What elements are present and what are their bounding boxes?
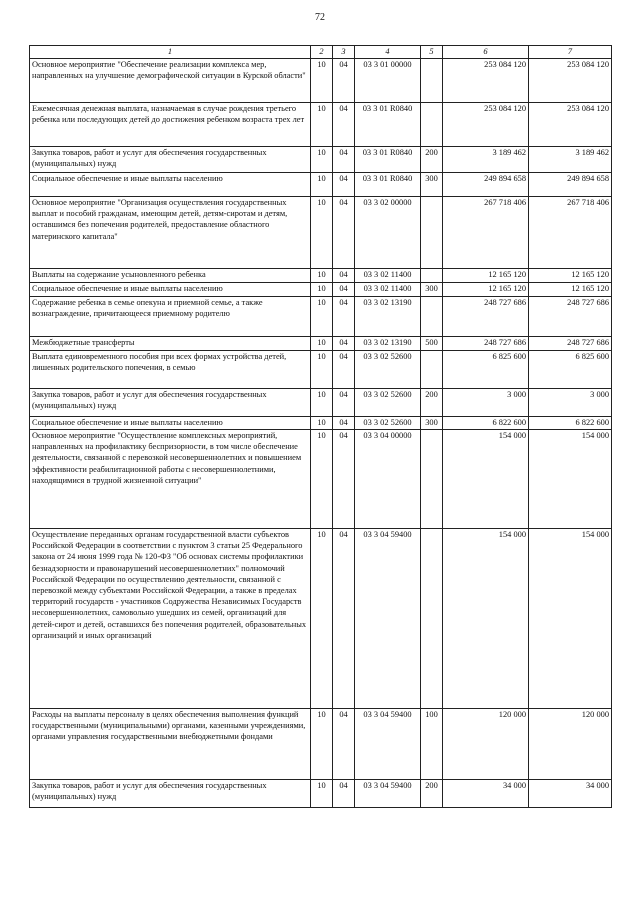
expense-type-cell: 200 xyxy=(421,780,443,808)
expense-type-cell xyxy=(421,103,443,147)
row-name-cell: Расходы на выплаты персоналу в целях обеспечения выполнения функций государственными (муниципальными) органами, казенными учреждениями, органами управления государственными внебюджетными фондами xyxy=(30,709,311,780)
target-article-cell: 03 3 02 52600 xyxy=(355,351,421,389)
row-name-cell: Содержание ребенка в семье опекуна и приемной семье, а также вознаграждение, причитающееся приемному родителю xyxy=(30,297,311,337)
amount-year2-cell: 253 084 120 xyxy=(529,103,612,147)
subsection-code-cell: 04 xyxy=(333,103,355,147)
table-row xyxy=(30,297,612,337)
amount-year2-cell: 34 000 xyxy=(529,780,612,808)
section-code-cell: 10 xyxy=(311,147,333,173)
section-code-cell: 10 xyxy=(311,283,333,297)
expense-type-cell xyxy=(421,351,443,389)
target-article-cell: 03 3 04 59400 xyxy=(355,709,421,780)
amount-year2-cell: 249 894 658 xyxy=(529,173,612,197)
expense-type-cell: 300 xyxy=(421,283,443,297)
amount-year1-cell: 12 165 120 xyxy=(443,269,529,283)
section-code-cell: 10 xyxy=(311,173,333,197)
amount-year1-cell: 12 165 120 xyxy=(443,283,529,297)
target-article-cell: 03 3 04 59400 xyxy=(355,780,421,808)
column-number-header: 3 xyxy=(333,46,355,59)
table-row xyxy=(30,709,612,780)
amount-year1-cell: 6 822 600 xyxy=(443,417,529,430)
amount-year2-cell: 3 189 462 xyxy=(529,147,612,173)
subsection-code-cell: 04 xyxy=(333,147,355,173)
target-article-cell: 03 3 04 59400 xyxy=(355,529,421,709)
row-name-cell: Осуществление переданных органам государственной власти субъектов Российской Федерации в соответствии с пунктом 3 статьи 25 Федерального закона от 24 июня 1999 года № 120-ФЗ "Об основах системы профилактики безнадзорности и правонарушений несовершеннолетних" полномочий Российской Федерации по осуществлению деятельности, связанной с перевозкой между субъектами Российской Федерации, а также в пределах территорий государств - участников Содружества Независимых Государств несовершеннолетних, самовольно ушедших из семей, организаций для детей-сирот и детей, оставшихся без попечения родителей, образовательных организаций и иных организаций xyxy=(30,529,311,709)
subsection-code-cell: 04 xyxy=(333,529,355,709)
row-name-cell: Межбюджетные трансферты xyxy=(30,337,311,351)
column-number-header: 7 xyxy=(529,46,612,59)
amount-year1-cell: 34 000 xyxy=(443,780,529,808)
table-row xyxy=(30,59,612,103)
subsection-code-cell: 04 xyxy=(333,173,355,197)
target-article-cell: 03 3 02 00000 xyxy=(355,197,421,269)
budget-table xyxy=(29,45,612,808)
expense-type-cell: 300 xyxy=(421,417,443,430)
amount-year1-cell: 253 084 120 xyxy=(443,59,529,103)
amount-year1-cell: 6 825 600 xyxy=(443,351,529,389)
target-article-cell: 03 3 01 R0840 xyxy=(355,173,421,197)
subsection-code-cell: 04 xyxy=(333,59,355,103)
amount-year1-cell: 3 000 xyxy=(443,389,529,417)
table-row xyxy=(30,780,612,808)
section-code-cell: 10 xyxy=(311,59,333,103)
amount-year2-cell: 12 165 120 xyxy=(529,269,612,283)
subsection-code-cell: 04 xyxy=(333,709,355,780)
row-name-cell: Ежемесячная денежная выплата, назначаемая в случае рождения третьего ребенка или последующих детей до достижения ребенком возраста трех лет xyxy=(30,103,311,147)
amount-year1-cell: 248 727 686 xyxy=(443,297,529,337)
target-article-cell: 03 3 01 R0840 xyxy=(355,147,421,173)
page-number: 72 xyxy=(315,12,325,23)
table-row xyxy=(30,283,612,297)
row-name-cell: Закупка товаров, работ и услуг для обеспечения государственных (муниципальных) нужд xyxy=(30,147,311,173)
section-code-cell: 10 xyxy=(311,351,333,389)
row-name-cell: Закупка товаров, работ и услуг для обеспечения государственных (муниципальных) нужд xyxy=(30,389,311,417)
table-row xyxy=(30,197,612,269)
target-article-cell: 03 3 02 13190 xyxy=(355,337,421,351)
expense-type-cell xyxy=(421,297,443,337)
target-article-cell: 03 3 02 11400 xyxy=(355,269,421,283)
amount-year1-cell: 253 084 120 xyxy=(443,103,529,147)
section-code-cell: 10 xyxy=(311,297,333,337)
amount-year1-cell: 154 000 xyxy=(443,430,529,529)
table-row xyxy=(30,389,612,417)
target-article-cell: 03 3 02 11400 xyxy=(355,283,421,297)
amount-year2-cell: 253 084 120 xyxy=(529,59,612,103)
table-row xyxy=(30,337,612,351)
section-code-cell: 10 xyxy=(311,389,333,417)
amount-year1-cell: 3 189 462 xyxy=(443,147,529,173)
column-number-header: 5 xyxy=(421,46,443,59)
subsection-code-cell: 04 xyxy=(333,780,355,808)
amount-year2-cell: 6 825 600 xyxy=(529,351,612,389)
amount-year2-cell: 267 718 406 xyxy=(529,197,612,269)
column-number-header: 2 xyxy=(311,46,333,59)
expense-type-cell: 200 xyxy=(421,389,443,417)
expense-type-cell: 500 xyxy=(421,337,443,351)
amount-year2-cell: 6 822 600 xyxy=(529,417,612,430)
amount-year1-cell: 154 000 xyxy=(443,529,529,709)
subsection-code-cell: 04 xyxy=(333,269,355,283)
amount-year2-cell: 248 727 686 xyxy=(529,297,612,337)
amount-year1-cell: 120 000 xyxy=(443,709,529,780)
table-row xyxy=(30,529,612,709)
table-row xyxy=(30,430,612,529)
row-name-cell: Основное мероприятие "Организация осуществления государственных выплат и пособий гражданам, имеющим детей, детям-сиротам и детям, оставшимся без попечения родителей, предоставление областного материнского капитала" xyxy=(30,197,311,269)
section-code-cell: 10 xyxy=(311,269,333,283)
amount-year2-cell: 154 000 xyxy=(529,529,612,709)
amount-year1-cell: 267 718 406 xyxy=(443,197,529,269)
expense-type-cell xyxy=(421,59,443,103)
row-name-cell: Выплата единовременного пособия при всех формах устройства детей, лишенных родительского попечения, в семью xyxy=(30,351,311,389)
section-code-cell: 10 xyxy=(311,337,333,351)
target-article-cell: 03 3 04 00000 xyxy=(355,430,421,529)
subsection-code-cell: 04 xyxy=(333,337,355,351)
amount-year2-cell: 3 000 xyxy=(529,389,612,417)
expense-type-cell xyxy=(421,269,443,283)
table-row xyxy=(30,147,612,173)
subsection-code-cell: 04 xyxy=(333,197,355,269)
target-article-cell: 03 3 02 52600 xyxy=(355,417,421,430)
expense-type-cell: 100 xyxy=(421,709,443,780)
row-name-cell: Выплаты на содержание усыновленного ребенка xyxy=(30,269,311,283)
table-row xyxy=(30,103,612,147)
column-number-header: 6 xyxy=(443,46,529,59)
subsection-code-cell: 04 xyxy=(333,283,355,297)
column-number-header: 1 xyxy=(30,46,311,59)
column-number-header: 4 xyxy=(355,46,421,59)
section-code-cell: 10 xyxy=(311,103,333,147)
section-code-cell: 10 xyxy=(311,709,333,780)
amount-year2-cell: 154 000 xyxy=(529,430,612,529)
section-code-cell: 10 xyxy=(311,780,333,808)
target-article-cell: 03 3 01 R0840 xyxy=(355,103,421,147)
amount-year2-cell: 120 000 xyxy=(529,709,612,780)
amount-year1-cell: 249 894 658 xyxy=(443,173,529,197)
subsection-code-cell: 04 xyxy=(333,297,355,337)
row-name-cell: Основное мероприятие "Осуществление комплексных мероприятий, направленных на профилактику беспризорности, в том числе обеспечение деятельности, связанной с перевозкой несовершеннолетних и повышением эффективности реабилитационной работы с несовершеннолетними, находящимися в трудной жизненной ситуации" xyxy=(30,430,311,529)
row-name-cell: Социальное обеспечение и иные выплаты населению xyxy=(30,173,311,197)
table-row xyxy=(30,269,612,283)
table-row xyxy=(30,351,612,389)
table-row xyxy=(30,173,612,197)
target-article-cell: 03 3 02 13190 xyxy=(355,297,421,337)
section-code-cell: 10 xyxy=(311,430,333,529)
section-code-cell: 10 xyxy=(311,417,333,430)
expense-type-cell xyxy=(421,197,443,269)
amount-year2-cell: 12 165 120 xyxy=(529,283,612,297)
subsection-code-cell: 04 xyxy=(333,430,355,529)
amount-year1-cell: 248 727 686 xyxy=(443,337,529,351)
column-number-header-row xyxy=(30,46,612,59)
subsection-code-cell: 04 xyxy=(333,417,355,430)
subsection-code-cell: 04 xyxy=(333,389,355,417)
expense-type-cell xyxy=(421,430,443,529)
row-name-cell: Социальное обеспечение и иные выплаты населению xyxy=(30,283,311,297)
target-article-cell: 03 3 01 00000 xyxy=(355,59,421,103)
target-article-cell: 03 3 02 52600 xyxy=(355,389,421,417)
amount-year2-cell: 248 727 686 xyxy=(529,337,612,351)
section-code-cell: 10 xyxy=(311,197,333,269)
row-name-cell: Социальное обеспечение и иные выплаты населению xyxy=(30,417,311,430)
expense-type-cell: 200 xyxy=(421,147,443,173)
table-row xyxy=(30,417,612,430)
section-code-cell: 10 xyxy=(311,529,333,709)
subsection-code-cell: 04 xyxy=(333,351,355,389)
expense-type-cell xyxy=(421,529,443,709)
row-name-cell: Закупка товаров, работ и услуг для обеспечения государственных (муниципальных) нужд xyxy=(30,780,311,808)
row-name-cell: Основное мероприятие "Обеспечение реализации комплекса мер, направленных на улучшение демографической ситуации в Курской области" xyxy=(30,59,311,103)
expense-type-cell: 300 xyxy=(421,173,443,197)
